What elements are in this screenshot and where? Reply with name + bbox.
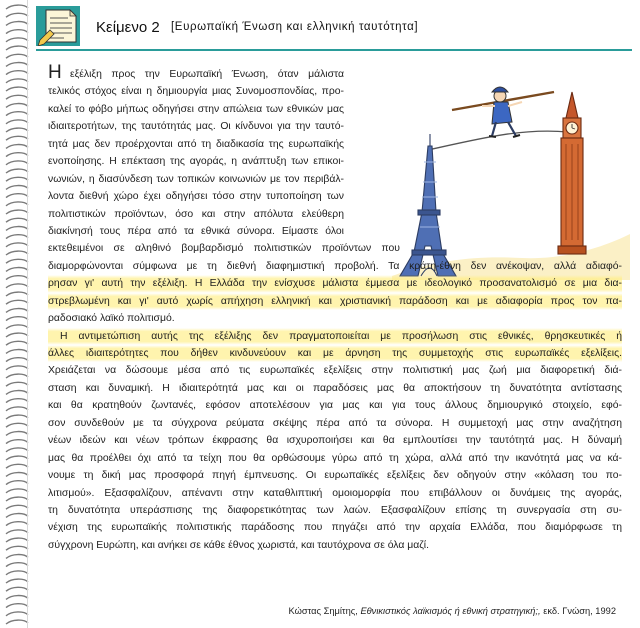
spiral-coil xyxy=(6,432,28,436)
paragraph-2 xyxy=(48,328,622,555)
spiral-coil xyxy=(6,194,28,198)
spiral-coil xyxy=(6,489,28,493)
margin-line xyxy=(27,0,28,628)
spiral-coil xyxy=(6,596,28,600)
text-line: νουμε τη δική μας προσφορά πηγή έμπνευσης. Οι ευρωπαϊκές εξελίξεις δεν οδηγούν στην «κόλαση του πο- xyxy=(48,470,622,482)
spiral-coil xyxy=(6,415,28,419)
spiral-coil xyxy=(6,79,28,83)
spiral-coil xyxy=(6,440,28,444)
spiral-coil xyxy=(6,612,28,616)
spiral-coil xyxy=(6,530,28,534)
spiral-coil xyxy=(6,423,28,427)
spiral-coil xyxy=(6,317,28,321)
body-text xyxy=(48,62,622,554)
spiral-coil xyxy=(6,292,28,296)
spiral-coil xyxy=(6,136,28,140)
spiral-coil xyxy=(6,374,28,378)
drop-cap: Η xyxy=(48,62,62,83)
header-rule xyxy=(36,49,632,51)
spiral-coil xyxy=(6,300,28,304)
spiral-coil xyxy=(6,153,28,157)
spiral-coil xyxy=(6,563,28,567)
text-line: λιτισμού». Εξασφαλίζουν, απέναντι στην καταθλιπτική ομοιομορφία που επιβάλλουν οι δυνάμεις της αγοράς, xyxy=(48,487,622,499)
spiral-coil xyxy=(6,497,28,501)
spiral-coil xyxy=(6,366,28,370)
spiral-coil xyxy=(6,407,28,411)
spiral-coil xyxy=(6,112,28,116)
text-line: διακίνησή τους πέρα από τα εθνικά σύνορα. Είμαστε όλοι xyxy=(48,225,344,237)
text-line: σταση και δυναμική. Η ιδιαιτερότητά μας και οι παραδόσεις μας θα αποκτήσουν τη δυνατότητα αντίστασης xyxy=(48,382,622,394)
spiral-coil xyxy=(6,333,28,337)
spiral-coil xyxy=(6,522,28,526)
spiral-coil xyxy=(6,505,28,509)
spiral-coil xyxy=(6,161,28,165)
spiral-coil xyxy=(6,604,28,608)
caption-author: Κώστας Σημίτης, xyxy=(288,606,358,616)
text-line: λοντα διεθνή χώρο έχει οδηγήσει τόσο στην τυποποίηση των xyxy=(48,191,344,203)
text-number: Κείμενο 2 xyxy=(96,19,160,36)
text-line: τητά μας δεν προέρχονται από τη διαδικασία της ευρωπαϊκής xyxy=(48,138,344,150)
spiral-coil xyxy=(6,571,28,575)
text-line: Η αντιμετώπιση αυτής της εξέλιξης δεν πραγματοποιείται με προσήλωση στις εθνικές, θρησκευτικές ή xyxy=(48,328,622,345)
spiral-coil xyxy=(6,243,28,247)
spiral-coil xyxy=(6,227,28,231)
text-line: τη δυνατότητα υπεράσπισης της διαφορετικότητας των λαών. Εξασφαλίζουν επίσης τη συνεργασία στη συ- xyxy=(48,504,622,516)
spiral-coil xyxy=(6,587,28,591)
text-line: πολιτιστικών προϊόντων, όσο και στην απόλυτα ελεύθερη xyxy=(48,208,344,220)
spiral-coil xyxy=(6,464,28,468)
text-line: εκτεθειμένοι σε αληθινό βομβαρδισμό πολιτιστικών προϊόντων που xyxy=(48,243,400,255)
spiral-coil xyxy=(6,350,28,354)
text-line: μας θα προέλθει όχι από τα τείχη που θα ορθώσουμε γύρω από τη χώρα, αλλά από την ικανότητά μας να κά- xyxy=(48,452,622,464)
spiral-coil xyxy=(6,202,28,206)
caption-work: Εθνικιστικός λαϊκισμός ή εθνική στρατηγική;, xyxy=(360,606,541,616)
spiral-coil xyxy=(6,284,28,288)
spiral-coil xyxy=(6,448,28,452)
text-line: διαμορφώνονται σύμφωνα με τη διεθνή διαφημιστική προβολή. Τα κράτη-έθνη δεν ανέκοψαν, αλλά αδιαφό- xyxy=(48,260,622,272)
text-line xyxy=(48,62,344,83)
spiral-coil xyxy=(6,30,28,34)
text-line: και θα κρατηθούν ζωντανές, εφόσον αποτελέσουν για μας και για τους άλλους δημιουργικό στοιχείο, εφό- xyxy=(48,400,622,412)
spiral-coil xyxy=(6,268,28,272)
spiral-coil xyxy=(6,309,28,313)
spiral-coil xyxy=(6,399,28,403)
text-line: ενοποίησης. Η επέκταση της αγοράς, η ανάπτυξη των επικοι- xyxy=(48,156,344,168)
spiral-coil xyxy=(6,186,28,190)
spiral-coil xyxy=(6,358,28,362)
text-line: στρεβλωμένη και γι' αυτό χωρίς απήχηση ελληνική και χριστιανική παράδοση και με αδιαφορία προς τον πα- xyxy=(48,293,622,310)
spiral-coil xyxy=(6,87,28,91)
spiral-coil xyxy=(6,620,28,624)
text-line: ιδιαιτεροτήτων, της ταυτότητάς μας. Οι κίνδυνοι για την ταυτό- xyxy=(48,121,344,133)
spiral-coil xyxy=(6,473,28,477)
spiral-coil xyxy=(6,145,28,149)
paragraph-1 xyxy=(48,62,622,328)
text-line: σύγχρονη Ευρώπη, και ανήκει σε κάθε έθνος χωριστά, και ταυτόχρονα σε όλα μαζί. xyxy=(48,539,429,551)
spiral-coil xyxy=(6,5,28,9)
text-line: νωνιών, η διασύνδεση των τοπικών κοινωνιών με τον περιβάλ- xyxy=(48,173,344,185)
text-line: νέχιση της ευρωπαϊκής πολιτιστικής παράδοσης που πηγάζει από την αρχαία Ελλάδα, που διαμόρφωσε τη xyxy=(48,522,622,534)
spiral-coil xyxy=(6,46,28,50)
spiral-coil xyxy=(6,325,28,329)
spiral-coil xyxy=(6,120,28,124)
spiral-coil xyxy=(6,341,28,345)
caption-publisher: εκδ. Γνώση, 1992 xyxy=(543,606,616,616)
text-line: νέων ιδεών και νέων τρόπων έκφρασης θα ισχυροποιήσει και θα εμπλουτίσει την ταυτότητά μας. Η δύναμή xyxy=(48,435,622,447)
spiral-coil xyxy=(6,391,28,395)
spiral-coil xyxy=(6,538,28,542)
spiral-coil xyxy=(6,555,28,559)
spiral-coil xyxy=(6,210,28,214)
text-line: τελικός στόχος είναι η δημιουργία μιας Συνομοσπονδίας, προ- xyxy=(48,86,344,98)
source-caption xyxy=(289,606,616,616)
spiral-coil xyxy=(6,63,28,67)
text-line-content: εξέλιξη προς την Ευρωπαϊκή Ένωση, όταν μάλιστα xyxy=(70,69,344,80)
spiral-coil xyxy=(6,177,28,181)
text-line: ραδοσιακό λαϊκό πολιτισμό. xyxy=(48,313,175,325)
spiral-coil xyxy=(6,235,28,239)
text-line: καλεί το φόβο μήπως οδηγήσει στην απώλεια των εθνικών μας xyxy=(48,103,344,115)
spiral-coil xyxy=(6,38,28,42)
spiral-coil xyxy=(6,13,28,17)
spiral-coil xyxy=(6,104,28,108)
spiral-coil xyxy=(6,382,28,386)
text-line: σον συνδεθούν με τα σύγχρονα ρεύματα σκέψης πέρα από τα σύνορα. Η συμμετοχή μας στην αναζήτηση xyxy=(48,417,622,429)
spiral-coil xyxy=(6,95,28,99)
spiral-coil xyxy=(6,251,28,255)
spiral-coil xyxy=(6,218,28,222)
text-line: Χρειάζεται να δώσουμε μέσα από τις ευρωπαϊκές εξελίξεις στην πολιτιστική μας ζωή μια διαφορετική διά- xyxy=(48,365,622,377)
spiral-coil xyxy=(6,169,28,173)
spiral-coil xyxy=(6,259,28,263)
spiral-coil xyxy=(6,514,28,518)
spiral-coil xyxy=(6,54,28,58)
spiral-coil xyxy=(6,22,28,26)
spiral-coil xyxy=(6,456,28,460)
spiral-coil xyxy=(6,128,28,132)
text-subtitle: [Ευρωπαϊκή Ένωση και ελληνική ταυτότητα] xyxy=(171,21,419,33)
spiral-coil xyxy=(6,276,28,280)
spiral-coil xyxy=(6,546,28,550)
spiral-coil xyxy=(6,71,28,75)
text-line: ρησαν γι' αυτή την εξέλιξη. Η Ελλάδα την ενίσχυσε μάλιστα έμμεσα με ιδεολογικό προσανατολισμό σε μια δια- xyxy=(48,275,622,292)
spiral-coil xyxy=(6,481,28,485)
spiral-coil xyxy=(6,579,28,583)
document-icon xyxy=(36,6,80,46)
text-line: άλλες ιδιαιτερότητες που δήθεν κινδυνεύουν και με άρνηση της συμμετοχής στις ευρωπαϊκές εξελίξεις. xyxy=(48,345,622,362)
